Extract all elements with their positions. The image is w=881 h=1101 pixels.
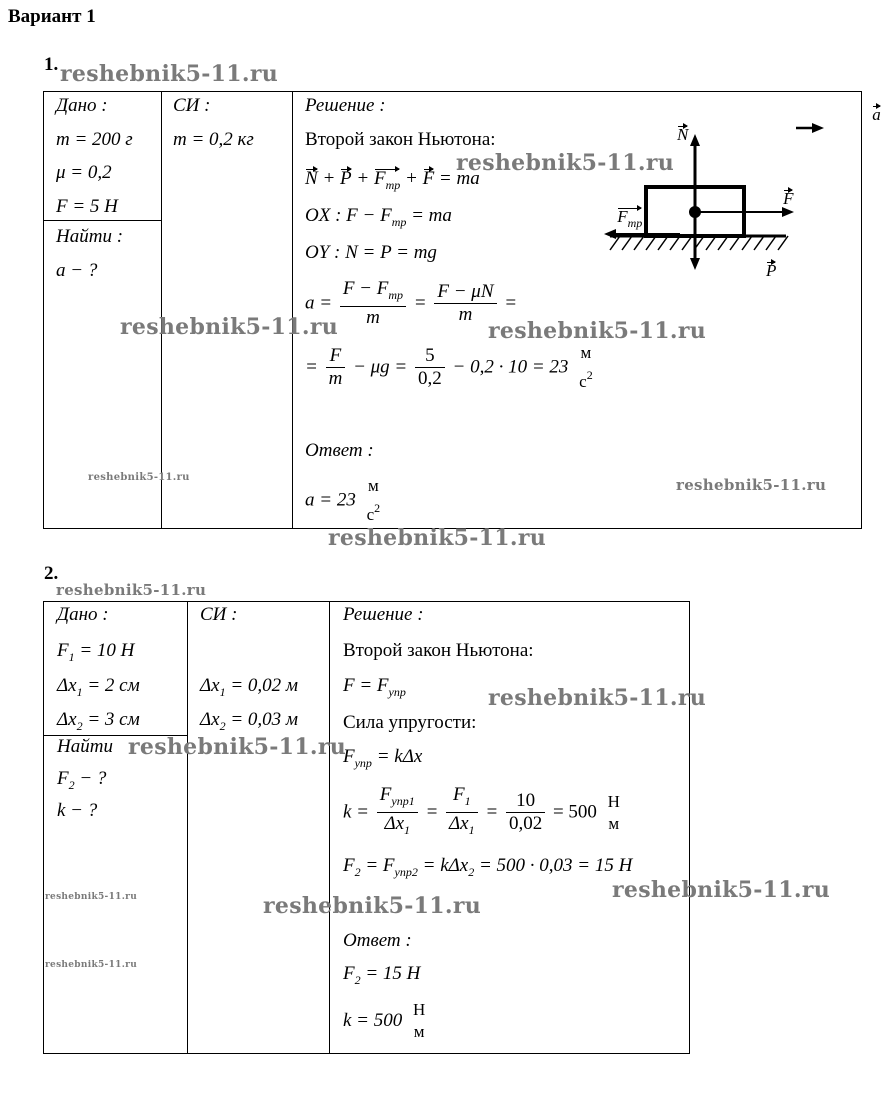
task-2-find-heading: Найти [57, 736, 113, 757]
task-2-find-f2: $F_2$ − ? [57, 768, 107, 792]
task-1-solution-heading: Решение : [305, 95, 386, 116]
force-diagram [590, 100, 830, 290]
task-1-answer-value: a = 23 м $с^2$ [305, 476, 381, 524]
vector-p: P [340, 168, 352, 189]
task-2-divider-2 [329, 601, 330, 1054]
task-1-a-formula: a = $\frac{F - F_{тр}}{m}$ = $\frac{F - \mu N}{m}$ = [305, 278, 518, 328]
task-1-given-mu: μ = 0,2 [56, 162, 112, 183]
task-1-si-m: m = 0,2 кг [173, 129, 254, 150]
task-1-ox-equation: OX : $F - F_{тр}$ = ma [305, 205, 452, 229]
task-2-answer-k: k = 500 Н м [343, 1000, 426, 1041]
task-1-given-m: m = 200 г [56, 129, 133, 150]
task-1-given-f: F = 5 Н [56, 196, 118, 217]
task-2-given-dx2: $\Delta x_2 = 3$ см [57, 709, 140, 733]
watermark: reshebnik5-11.ru [676, 476, 827, 494]
task-1-divider-2 [292, 91, 293, 529]
vector-n: N [305, 168, 318, 189]
task-1-find-heading: Найти : [56, 226, 124, 247]
watermark: reshebnik5-11.ru [612, 877, 831, 903]
task-2-answer-f2: $F_2 = 15$ Н [343, 963, 421, 987]
watermark: reshebnik5-11.ru [45, 960, 138, 970]
task-1-oy-equation: OY : N = P = mg [305, 242, 437, 263]
task-1-answer-heading: Ответ : [305, 440, 374, 461]
task-2-elastic-heading: Сила упругости: [343, 712, 477, 733]
task-1-vector-equation: $N + P + F_{тр} + F$ = ma [305, 168, 480, 192]
task-2-f2-calculation: $F_2 = F_{упр2} = k\Delta x_2 = 500 \cdot 0,03 = 15$ Н [343, 855, 633, 879]
task-2-given-dx1: $\Delta x_1 = 2$ см [57, 675, 140, 699]
label-n: N [677, 125, 689, 144]
task-1-si-heading: СИ : [173, 95, 211, 116]
task-2-si-dx1: $\Delta x_1 = 0,02$ м [200, 675, 299, 699]
task-1-find-a: a − ? [56, 260, 98, 281]
watermark: reshebnik5-11.ru [120, 314, 339, 340]
task-2-fupr-formula: $F_{упр} = k\Delta x$ [343, 746, 423, 770]
watermark: reshebnik5-11.ru [60, 61, 279, 87]
vector-f: F [422, 168, 435, 189]
task-1-divider-1 [161, 91, 162, 529]
watermark: reshebnik5-11.ru [488, 318, 707, 344]
task-2-answer-heading: Ответ : [343, 930, 412, 951]
task-2-solution-heading: Решение : [343, 604, 424, 625]
task-2-si-heading: СИ : [200, 604, 238, 625]
label-a: a [872, 105, 881, 124]
watermark: reshebnik5-11.ru [45, 892, 138, 902]
task-1-law: Второй закон Ньютона: [305, 129, 496, 150]
task-2-f-equation: $F = F_{упр}$ [343, 675, 406, 699]
task-2-law: Второй закон Ньютона: [343, 640, 534, 661]
task-2-k-formula: k = $\frac{F_{упр1}}{\Delta x_1}$ = $\frac{F_1}{\Delta x_1}$ = $\frac{10}{0,02}$ = 500 Н м [343, 784, 620, 837]
vector-ftr: $F_{тр}$ [373, 168, 401, 192]
task-1-number: 1. [44, 54, 59, 75]
task-1-given-divider [43, 220, 161, 221]
label-p: P [766, 261, 777, 280]
task-2-given-heading: Дано : [57, 604, 109, 625]
task-2-si-dx2: $\Delta x_2 = 0,03$ м [200, 709, 299, 733]
label-ftr: $F_{тр}$ [617, 207, 643, 230]
watermark: reshebnik5-11.ru [88, 472, 190, 483]
task-1-given-heading: Дано : [56, 95, 108, 116]
label-f: F [783, 189, 794, 208]
watermark: reshebnik5-11.ru [128, 734, 347, 760]
watermark: reshebnik5-11.ru [488, 685, 707, 711]
watermark: reshebnik5-11.ru [456, 150, 675, 176]
task-2-given-f1: $F_1 = 10$ Н [57, 640, 135, 664]
ground-line [610, 236, 788, 250]
watermark: reshebnik5-11.ru [328, 525, 547, 551]
task-2-find-k: k − ? [57, 800, 98, 821]
watermark: reshebnik5-11.ru [56, 581, 207, 599]
task-2-number: 2. [44, 563, 59, 584]
watermark: reshebnik5-11.ru [263, 893, 482, 919]
task-1-a-calculation: = $\frac{F}{m}$ − μg = $\frac{5}{0,2}$ − 0,2 · 10 = 23 м $с^2$ [305, 343, 593, 391]
task-2-divider-1 [187, 601, 188, 1054]
page-title: Вариант 1 [8, 6, 96, 27]
